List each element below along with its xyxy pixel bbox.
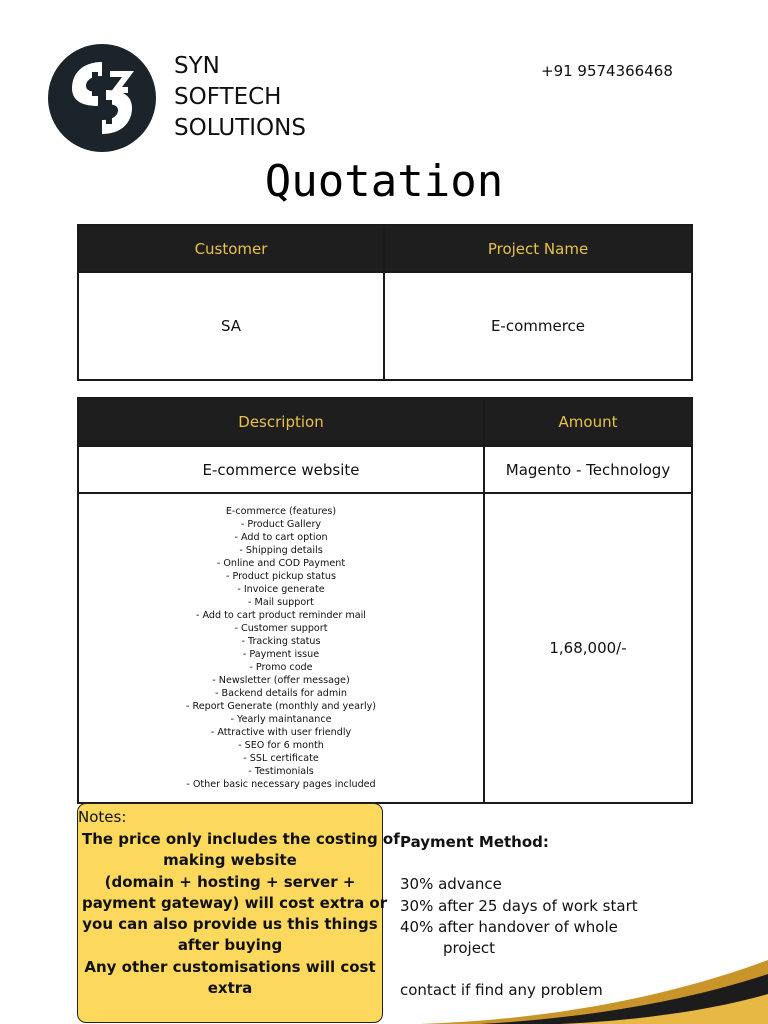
feature-item: - Report Generate (monthly and yearly) (185, 701, 377, 712)
feature-item: - Shipping details (239, 545, 323, 556)
contact-text: contact if find any problem (400, 981, 603, 1000)
notes-box (77, 803, 400, 1023)
notes-line: you can also provide us this things (82, 915, 378, 934)
column-header-description: Description (78, 398, 484, 446)
phone-number: +91 9574366468 (541, 62, 673, 80)
feature-item: - SEO for 6 month (238, 740, 324, 751)
notes-line: (domain + hosting + server + (104, 872, 356, 891)
description-value: E-commerce website (78, 446, 484, 493)
notes-line: The price only includes the costing of (82, 830, 400, 848)
column-header-amount: Amount (484, 398, 692, 446)
feature-item: - Payment issue (242, 649, 320, 660)
payment-line: 30% advance (400, 875, 502, 894)
notes-line: payment gateway) will cost extra or (82, 893, 388, 912)
table-row (78, 493, 692, 803)
table-row (78, 446, 692, 493)
column-header-customer: Customer (78, 225, 384, 272)
payment-line: 40% after handover of whole (400, 917, 618, 936)
feature-item: - Add to cart product reminder mail (196, 610, 366, 621)
company-line: SOFTECH (174, 84, 282, 110)
amount-value: 1,68,000/- (484, 493, 692, 803)
features-list (79, 505, 483, 791)
table-row (78, 272, 692, 380)
notes-line: after buying (177, 936, 283, 955)
feature-item: - Online and COD Payment (216, 558, 346, 569)
features-cell (78, 493, 484, 803)
company-name (174, 51, 306, 144)
feature-item: - SSL certificate (243, 753, 319, 764)
payment-line: project (443, 939, 496, 958)
notes-text (82, 829, 400, 999)
company-line: SYN (174, 53, 220, 79)
feature-item: - Invoice generate (237, 584, 325, 595)
notes-label: Notes: (78, 808, 127, 826)
feature-item: E-commerce (features) (225, 506, 337, 517)
company-line: SOLUTIONS (174, 115, 306, 141)
feature-item: - Customer support (234, 623, 328, 634)
feature-item: - Other basic necessary pages included (186, 779, 376, 790)
quote-table (77, 397, 693, 804)
feature-item: - Product pickup status (226, 571, 336, 582)
technology-value: Magento - Technology (484, 446, 692, 493)
feature-item: - Tracking status (241, 636, 321, 647)
table-header-row (78, 398, 692, 446)
payment-method-title: Payment Method: (400, 833, 549, 851)
decorative-wave (420, 960, 768, 1024)
project-name-value: E-commerce (384, 272, 692, 380)
notes-line: Any other customisations will cost (84, 957, 376, 976)
syn-logo-icon (48, 44, 156, 152)
feature-item: - Backend details for admin (215, 688, 347, 699)
feature-item: - Newsletter (offer message) (212, 675, 350, 686)
feature-item: - Testimonials (248, 766, 314, 777)
feature-item: - Mail support (248, 597, 314, 608)
feature-item: - Yearly maintanance (230, 714, 332, 725)
notes-line: making website (163, 851, 297, 870)
customer-value: SA (78, 272, 384, 380)
feature-item: - Product Gallery (240, 519, 322, 530)
feature-item: - Promo code (249, 662, 313, 673)
page-title: Quotation (264, 156, 504, 207)
feature-item: - Attractive with user friendly (210, 727, 352, 738)
column-header-project-name: Project Name (384, 225, 692, 272)
notes-line: extra (207, 979, 253, 998)
payment-line: 30% after 25 days of work start (400, 896, 638, 915)
feature-item: - Add to cart option (234, 532, 328, 543)
customer-table (77, 224, 693, 381)
table-header-row (78, 225, 692, 272)
